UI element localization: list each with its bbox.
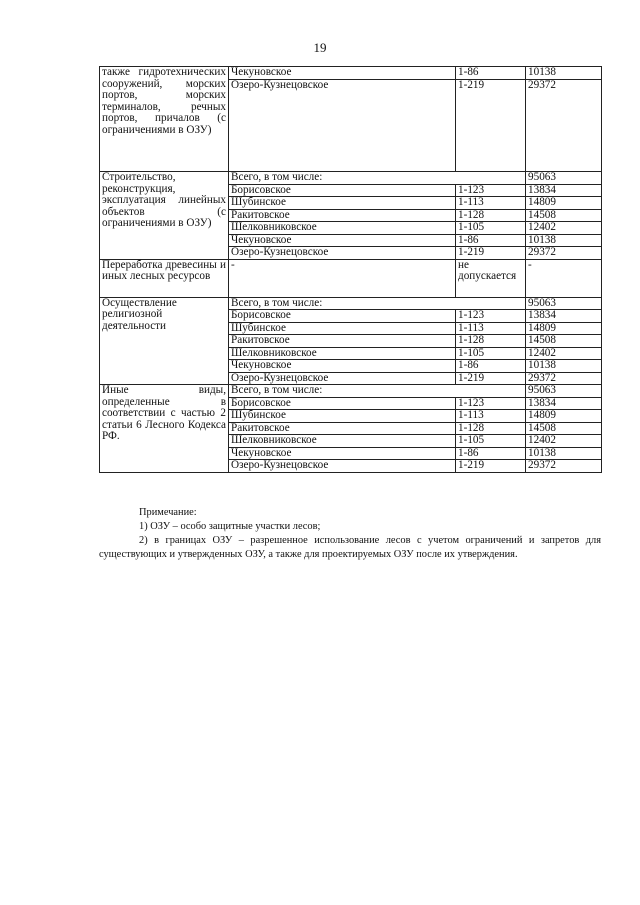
quarters-cell: 1-219 bbox=[456, 247, 526, 260]
total-label-cell: Всего, в том числе: bbox=[229, 297, 526, 310]
forestry-name-cell: Ракитовское bbox=[229, 335, 456, 348]
purpose-cell: Иные виды, определенные в соответствии с частью 2 статьи 6 Лесного Кодекса РФ. bbox=[100, 385, 229, 473]
forestry-name-cell: Борисовское bbox=[229, 397, 456, 410]
table-row bbox=[100, 172, 602, 185]
area-cell: 10138 bbox=[526, 234, 602, 247]
note-item: 2) в границах ОЗУ – разрешенное использование лесов с учетом ограничений и запретов для существующих и утвержденных ОЗУ, а также для проектируемых ОЗУ после их утверждения. bbox=[99, 535, 601, 560]
forestry-name-cell: Ракитовское bbox=[229, 422, 456, 435]
forestry-name-cell: Чекуновское bbox=[229, 67, 456, 80]
quarters-cell: 1-113 bbox=[456, 197, 526, 210]
page-number: 19 bbox=[313, 40, 327, 55]
quarters-cell: 1-128 bbox=[456, 335, 526, 348]
forestry-name-cell: Шубинское bbox=[229, 322, 456, 335]
area-cell: 29372 bbox=[526, 460, 602, 473]
forest-use-table bbox=[99, 66, 602, 473]
area-cell: 29372 bbox=[526, 247, 602, 260]
area-cell: 95063 bbox=[526, 172, 602, 185]
area-cell: 14809 bbox=[526, 410, 602, 423]
table-row bbox=[100, 385, 602, 398]
forestry-name-cell: Борисовское bbox=[229, 310, 456, 323]
quarters-cell: 1-123 bbox=[456, 397, 526, 410]
forestry-name-cell: Ракитовское bbox=[229, 209, 456, 222]
purpose-cell: Осуществление религиозной деятельности bbox=[100, 297, 229, 385]
forestry-name-cell: Озеро-Кузнецовское bbox=[229, 80, 456, 172]
area-cell: 95063 bbox=[526, 297, 602, 310]
forestry-name-cell: Чекуновское bbox=[229, 234, 456, 247]
area-cell: 13834 bbox=[526, 310, 602, 323]
area-cell: 12402 bbox=[526, 435, 602, 448]
area-cell: 14508 bbox=[526, 335, 602, 348]
quarters-cell: 1-128 bbox=[456, 422, 526, 435]
table-row bbox=[100, 297, 602, 310]
area-cell: 14809 bbox=[526, 322, 602, 335]
quarters-cell: 1-86 bbox=[456, 360, 526, 373]
area-cell: 14809 bbox=[526, 197, 602, 210]
area-cell: 13834 bbox=[526, 397, 602, 410]
area-cell: 10138 bbox=[526, 360, 602, 373]
area-cell: 29372 bbox=[526, 80, 602, 172]
quarters-cell: 1-219 bbox=[456, 372, 526, 385]
notes-section bbox=[99, 506, 601, 562]
forestry-name-cell: Шелковниковское bbox=[229, 435, 456, 448]
forestry-name-cell: Чекуновское bbox=[229, 447, 456, 460]
purpose-cell: Переработка древесины и иных лесных ресурсов bbox=[100, 259, 229, 297]
area-cell: 14508 bbox=[526, 209, 602, 222]
table-row bbox=[100, 259, 602, 297]
area-cell: 29372 bbox=[526, 372, 602, 385]
area-cell: 13834 bbox=[526, 184, 602, 197]
table-row bbox=[100, 67, 602, 80]
total-label-cell: Всего, в том числе: bbox=[229, 385, 526, 398]
quarters-cell: 1-123 bbox=[456, 310, 526, 323]
total-label-cell: Всего, в том числе: bbox=[229, 172, 526, 185]
quarters-cell: 1-113 bbox=[456, 410, 526, 423]
quarters-cell: 1-123 bbox=[456, 184, 526, 197]
forestry-name-cell: Шубинское bbox=[229, 410, 456, 423]
quarters-cell: 1-105 bbox=[456, 347, 526, 360]
quarters-cell: 1-128 bbox=[456, 209, 526, 222]
quarters-cell: 1-86 bbox=[456, 447, 526, 460]
forestry-name-cell: Шелковниковское bbox=[229, 347, 456, 360]
quarters-cell: 1-219 bbox=[456, 460, 526, 473]
notes-heading: Примечание: bbox=[139, 507, 197, 518]
quarters-cell: 1-219 bbox=[456, 80, 526, 172]
area-cell: - bbox=[526, 259, 602, 297]
forestry-name-cell: Шубинское bbox=[229, 197, 456, 210]
quarters-cell: 1-113 bbox=[456, 322, 526, 335]
forestry-name-cell: Чекуновское bbox=[229, 360, 456, 373]
forestry-name-cell: Шелковниковское bbox=[229, 222, 456, 235]
quarters-cell: не допускается bbox=[456, 259, 526, 297]
area-cell: 10138 bbox=[526, 447, 602, 460]
area-cell: 12402 bbox=[526, 222, 602, 235]
note-item: 1) ОЗУ – особо защитные участки лесов; bbox=[139, 521, 321, 532]
purpose-cell: Строительство, реконструкция, эксплуатация линейных объектов (с ограничениями в ОЗУ) bbox=[100, 172, 229, 260]
purpose-cell: также гидротехнических сооружений, морских портов, морских терминалов, речных портов, причалов (с ограничениями в ОЗУ) bbox=[100, 67, 229, 172]
quarters-cell: 1-105 bbox=[456, 435, 526, 448]
area-cell: 10138 bbox=[526, 67, 602, 80]
area-cell: 12402 bbox=[526, 347, 602, 360]
quarters-cell: 1-86 bbox=[456, 67, 526, 80]
quarters-cell: 1-105 bbox=[456, 222, 526, 235]
quarters-cell: 1-86 bbox=[456, 234, 526, 247]
area-cell: 14508 bbox=[526, 422, 602, 435]
forestry-name-cell: Борисовское bbox=[229, 184, 456, 197]
forestry-name-cell: Озеро-Кузнецовское bbox=[229, 247, 456, 260]
area-cell: 95063 bbox=[526, 385, 602, 398]
forestry-name-cell: - bbox=[229, 259, 456, 297]
forestry-name-cell: Озеро-Кузнецовское bbox=[229, 460, 456, 473]
forestry-name-cell: Озеро-Кузнецовское bbox=[229, 372, 456, 385]
